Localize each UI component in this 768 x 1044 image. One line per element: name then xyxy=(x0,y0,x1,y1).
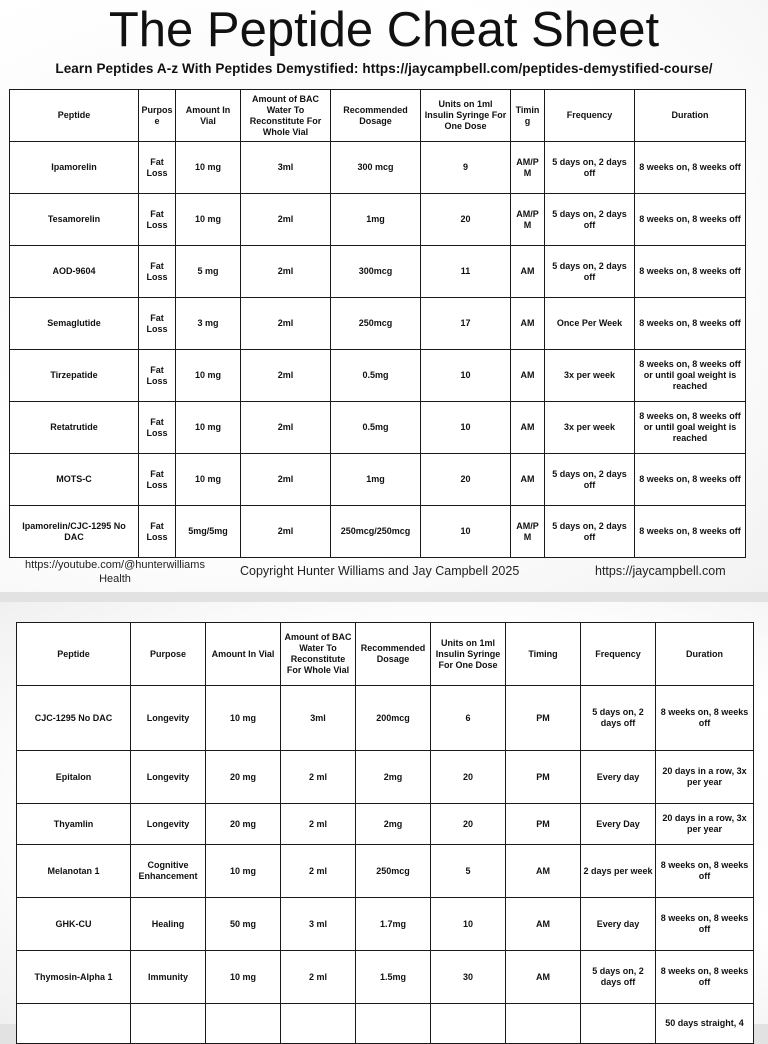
table-cell: 20 xyxy=(421,454,511,506)
table-cell: Fat Loss xyxy=(139,298,176,350)
column-header: Purpose xyxy=(131,623,206,686)
table-cell: 5 mg xyxy=(176,246,241,298)
table-cell: Thyamlin xyxy=(17,804,131,845)
table-cell: 5 days on, 2 days off xyxy=(545,454,635,506)
table-row xyxy=(17,898,754,951)
table-row xyxy=(10,402,746,454)
table-cell: 2ml xyxy=(241,246,331,298)
table-header-row xyxy=(10,90,746,142)
table-row xyxy=(10,194,746,246)
table-cell: 10 mg xyxy=(176,142,241,194)
table-cell: Fat Loss xyxy=(139,194,176,246)
table-row xyxy=(10,298,746,350)
table-cell: 8 weeks on, 8 weeks off xyxy=(656,898,754,951)
table-cell: 2 days per week xyxy=(581,845,656,898)
footer-copyright: Copyright Hunter Williams and Jay Campbell 2025 xyxy=(240,564,520,578)
table-cell: 5 days on, 2 days off xyxy=(581,951,656,1004)
table-cell: 20 xyxy=(431,751,506,804)
table-cell: PM xyxy=(506,686,581,751)
table-cell: 20 days in a row, 3x per year xyxy=(656,804,754,845)
table-cell: 8 weeks on, 8 weeks off xyxy=(635,454,746,506)
table-cell: 10 mg xyxy=(176,350,241,402)
table-cell: Every day xyxy=(581,898,656,951)
table-cell: 3x per week xyxy=(545,402,635,454)
column-header: Frequency xyxy=(581,623,656,686)
table-row xyxy=(17,804,754,845)
table-cell: 9 xyxy=(421,142,511,194)
table-cell: Once Per Week xyxy=(545,298,635,350)
column-header: Amount In Vial xyxy=(176,90,241,142)
column-header: Peptide xyxy=(10,90,139,142)
table-cell: Longevity xyxy=(131,804,206,845)
column-header: Amount of BAC Water To Reconstitute For Whole Vial xyxy=(281,623,356,686)
table-row xyxy=(17,951,754,1004)
table-cell: 2ml xyxy=(241,402,331,454)
table-cell: Fat Loss xyxy=(139,350,176,402)
table-cell: 10 mg xyxy=(176,402,241,454)
table-cell: AM/PM xyxy=(511,194,545,246)
table-cell: 10 xyxy=(431,898,506,951)
table-row xyxy=(17,751,754,804)
column-header: Timing xyxy=(506,623,581,686)
table-cell: 0.5mg xyxy=(331,402,421,454)
peptide-table-fat-loss xyxy=(9,89,746,558)
table-cell: 2 ml xyxy=(281,804,356,845)
table-cell: 11 xyxy=(421,246,511,298)
table-cell: AOD-9604 xyxy=(10,246,139,298)
table-cell: 5 days on, 2 days off xyxy=(581,686,656,751)
table-cell: 2ml xyxy=(241,506,331,558)
table-cell: 8 weeks on, 8 weeks off or until goal weight is reached xyxy=(635,350,746,402)
table-cell: PM xyxy=(506,804,581,845)
column-header: Amount In Vial xyxy=(206,623,281,686)
table-cell: 6 xyxy=(431,686,506,751)
table-cell: Fat Loss xyxy=(139,454,176,506)
column-header: Duration xyxy=(635,90,746,142)
table-cell: 3 ml xyxy=(281,898,356,951)
table-cell: 2ml xyxy=(241,350,331,402)
table-cell: 2mg xyxy=(356,804,431,845)
table-row xyxy=(10,246,746,298)
page-subtitle: Learn Peptides A-z With Peptides Demystified: https://jaycampbell.com/peptides-demystified-course/ xyxy=(55,61,713,76)
peptide-table-longevity xyxy=(16,622,754,1044)
column-header: Amount of BAC Water To Reconstitute For Whole Vial xyxy=(241,90,331,142)
table-cell: 20 mg xyxy=(206,804,281,845)
table-cell: 50 mg xyxy=(206,898,281,951)
table-cell: 8 weeks on, 8 weeks off xyxy=(635,194,746,246)
column-header: Recommended Dosage xyxy=(331,90,421,142)
table-cell: 20 days in a row, 3x per year xyxy=(656,751,754,804)
table-cell: Semaglutide xyxy=(10,298,139,350)
table-cell: 1.7mg xyxy=(356,898,431,951)
table-cell: 2 ml xyxy=(281,951,356,1004)
table-cell: CJC-1295 No DAC xyxy=(17,686,131,751)
table-cell: 300 mcg xyxy=(331,142,421,194)
table-cell: 50 days straight, 4 xyxy=(656,1004,754,1044)
table-cell: 10 xyxy=(421,506,511,558)
table-cell: 8 weeks on, 8 weeks off xyxy=(656,686,754,751)
table-cell: Ipamorelin/CJC-1295 No DAC xyxy=(10,506,139,558)
table-cell: Cognitive Enhancement xyxy=(131,845,206,898)
table-cell: AM xyxy=(506,898,581,951)
table-cell: Melanotan 1 xyxy=(17,845,131,898)
table-cell: 250mcg xyxy=(356,845,431,898)
table-cell: AM/PM xyxy=(511,506,545,558)
table-cell: 1mg xyxy=(331,194,421,246)
table-cell: 2ml xyxy=(241,454,331,506)
table-cell: Epitalon xyxy=(17,751,131,804)
table-cell: Fat Loss xyxy=(139,506,176,558)
column-header: Timing xyxy=(511,90,545,142)
table-cell: 10 mg xyxy=(206,686,281,751)
table-cell: 300mcg xyxy=(331,246,421,298)
table-cell: 5 xyxy=(431,845,506,898)
table-cell: 10 xyxy=(421,350,511,402)
column-header: Recommended Dosage xyxy=(356,623,431,686)
column-header: Purpose xyxy=(139,90,176,142)
table-cell: 5 days on, 2 days off xyxy=(545,142,635,194)
footer-youtube-link[interactable]: https://youtube.com/@hunterwilliams Health xyxy=(25,559,205,585)
table-row xyxy=(17,845,754,898)
table-cell: Healing xyxy=(131,898,206,951)
table-cell: PM xyxy=(506,751,581,804)
table-cell: 8 weeks on, 8 weeks off xyxy=(656,845,754,898)
footer-site-link[interactable]: https://jaycampbell.com xyxy=(595,564,726,578)
column-header: Duration xyxy=(656,623,754,686)
table-row xyxy=(17,686,754,751)
table-cell: 10 mg xyxy=(176,194,241,246)
table-cell: 3x per week xyxy=(545,350,635,402)
table-cell: 2ml xyxy=(241,194,331,246)
table-cell: Fat Loss xyxy=(139,246,176,298)
table-cell: 5 days on, 2 days off xyxy=(545,246,635,298)
table-row xyxy=(10,142,746,194)
table-cell: 8 weeks on, 8 weeks off xyxy=(635,506,746,558)
page-title: The Peptide Cheat Sheet xyxy=(108,3,660,57)
table-cell: AM xyxy=(511,454,545,506)
table-cell: 3ml xyxy=(241,142,331,194)
table-cell: Every Day xyxy=(581,804,656,845)
table-cell: 10 mg xyxy=(206,951,281,1004)
table-row xyxy=(10,506,746,558)
column-header: Frequency xyxy=(545,90,635,142)
table-cell: 20 xyxy=(421,194,511,246)
table-row xyxy=(10,350,746,402)
table-cell: AM xyxy=(506,951,581,1004)
table-cell: Tirzepatide xyxy=(10,350,139,402)
table-cell: 3 mg xyxy=(176,298,241,350)
table-cell: Longevity xyxy=(131,686,206,751)
table-cell: 8 weeks on, 8 weeks off xyxy=(635,142,746,194)
table-cell: 5 days on, 2 days off xyxy=(545,506,635,558)
table-cell: 3ml xyxy=(281,686,356,751)
table-cell: 20 mg xyxy=(206,751,281,804)
table-cell: Fat Loss xyxy=(139,142,176,194)
table-cell: 2mg xyxy=(356,751,431,804)
table-cell: 30 xyxy=(431,951,506,1004)
table-cell: 0.5mg xyxy=(331,350,421,402)
table-cell: Longevity xyxy=(131,751,206,804)
table-cell: 10 xyxy=(421,402,511,454)
table-cell: Retatrutide xyxy=(10,402,139,454)
table-header-row xyxy=(17,623,754,686)
table-cell: 5 days on, 2 days off xyxy=(545,194,635,246)
table-cell: MOTS-C xyxy=(10,454,139,506)
table-row xyxy=(10,454,746,506)
table-cell: Thymosin-Alpha 1 xyxy=(17,951,131,1004)
table-cell: 10 mg xyxy=(176,454,241,506)
table-cell: 5mg/5mg xyxy=(176,506,241,558)
table-cell: GHK-CU xyxy=(17,898,131,951)
table-cell: 2 ml xyxy=(281,751,356,804)
column-header: Units on 1ml Insulin Syringe For One Dose xyxy=(431,623,506,686)
table-cell: 8 weeks on, 8 weeks off xyxy=(635,298,746,350)
table-cell: AM xyxy=(506,845,581,898)
table-cell: AM xyxy=(511,402,545,454)
table-cell: Tesamorelin xyxy=(10,194,139,246)
table-cell: 1.5mg xyxy=(356,951,431,1004)
table-cell: Immunity xyxy=(131,951,206,1004)
table-cell: AM xyxy=(511,350,545,402)
table-cell: AM xyxy=(511,246,545,298)
table-cell: Every day xyxy=(581,751,656,804)
table-cell: 20 xyxy=(431,804,506,845)
table-cell: 250mcg xyxy=(331,298,421,350)
table-cell: Ipamorelin xyxy=(10,142,139,194)
table-cell: 2 ml xyxy=(281,845,356,898)
table-cell: 1mg xyxy=(331,454,421,506)
table-cell: 8 weeks on, 8 weeks off xyxy=(656,951,754,1004)
table-cell: AM xyxy=(511,298,545,350)
table-cell: 2ml xyxy=(241,298,331,350)
column-header: Peptide xyxy=(17,623,131,686)
table-cell: 200mcg xyxy=(356,686,431,751)
table-cell: 17 xyxy=(421,298,511,350)
table-cell: 250mcg/250mcg xyxy=(331,506,421,558)
table-cell: AM/PM xyxy=(511,142,545,194)
table-cell: 8 weeks on, 8 weeks off or until goal weight is reached xyxy=(635,402,746,454)
table-cell: Fat Loss xyxy=(139,402,176,454)
table-cell: 10 mg xyxy=(206,845,281,898)
table-cell: 8 weeks on, 8 weeks off xyxy=(635,246,746,298)
column-header: Units on 1ml Insulin Syringe For One Dose xyxy=(421,90,511,142)
